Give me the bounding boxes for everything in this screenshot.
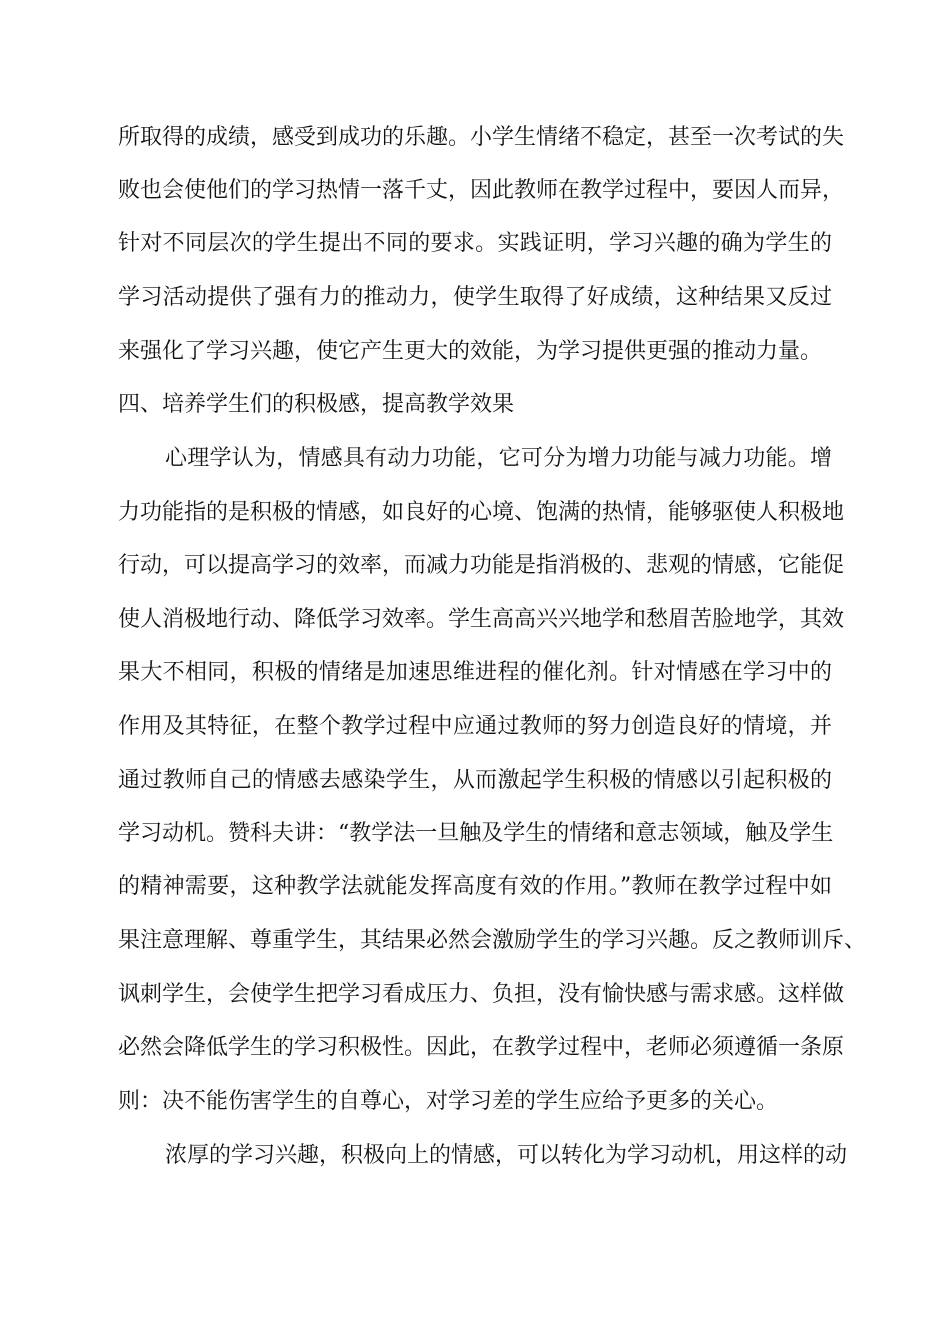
paragraph-line: 作用及其特征，在整个教学过程中应通过教师的努力创造良好的情境，并 xyxy=(118,714,832,739)
paragraph-line: 的精神需要，这种教学法就能发挥高度有效的作用。”教师在教学过程中如 xyxy=(118,874,832,899)
paragraph-line: 果大不相同，积极的情绪是加速思维进程的催化剂。针对情感在学习中的 xyxy=(118,660,832,685)
paragraph-line: 力功能指的是积极的情感，如良好的心境、饱满的热情，能够驱使人积极地 xyxy=(118,500,845,525)
paragraph-line: 针对不同层次的学生提出不同的要求。实践证明，学习兴趣的确为学生的 xyxy=(118,231,832,256)
paragraph-line: 通过教师自己的情感去感染学生，从而激起学生积极的情感以引起积极的 xyxy=(118,768,832,793)
paragraph-line: 败也会使他们的学习热情一落千丈，因此教师在教学过程中，要因人而异， xyxy=(118,178,845,203)
paragraph-line: 行动，可以提高学习的效率，而减力功能是指消极的、悲观的情感，它能促 xyxy=(118,553,845,578)
paragraph-line: 所取得的成绩，感受到成功的乐趣。小学生情绪不稳定，甚至一次考试的失 xyxy=(118,125,845,150)
paragraph-line: 果注意理解、尊重学生，其结果必然会激励学生的学习兴趣。反之教师训斥、 xyxy=(118,928,867,953)
paragraph-line: 来强化了学习兴趣，使它产生更大的效能，为学习提供更强的推动力量。 xyxy=(118,339,823,364)
paragraph-line: 讽刺学生，会使学生把学习看成压力、负担，没有愉快感与需求感。这样做 xyxy=(118,982,845,1007)
paragraph-line: 使人消极地行动、降低学习效率。学生高高兴兴地学和愁眉苦脸地学，其效 xyxy=(118,607,845,632)
paragraph-line: 学习动机。赞科夫讲：“教学法一旦触及学生的情绪和意志领域，触及学生 xyxy=(118,821,834,846)
paragraph-line: 则：决不能伤害学生的自尊心，对学习差的学生应给予更多的关心。 xyxy=(118,1089,779,1114)
paragraph-line: 必然会降低学生的学习积极性。因此，在教学过程中，老师必须遵循一条原 xyxy=(118,1035,845,1060)
paragraph-line: 学习活动提供了强有力的推动力，使学生取得了好成绩，这种结果又反过 xyxy=(118,285,832,310)
section-heading: 四、培养学生们的积极感，提高教学效果 xyxy=(118,392,515,417)
paragraph-line: 心理学认为，情感具有动力功能，它可分为增力功能与减力功能。增 xyxy=(165,446,832,471)
paragraph-line: 浓厚的学习兴趣，积极向上的情感，可以转化为学习动机，用这样的动 xyxy=(165,1143,848,1168)
